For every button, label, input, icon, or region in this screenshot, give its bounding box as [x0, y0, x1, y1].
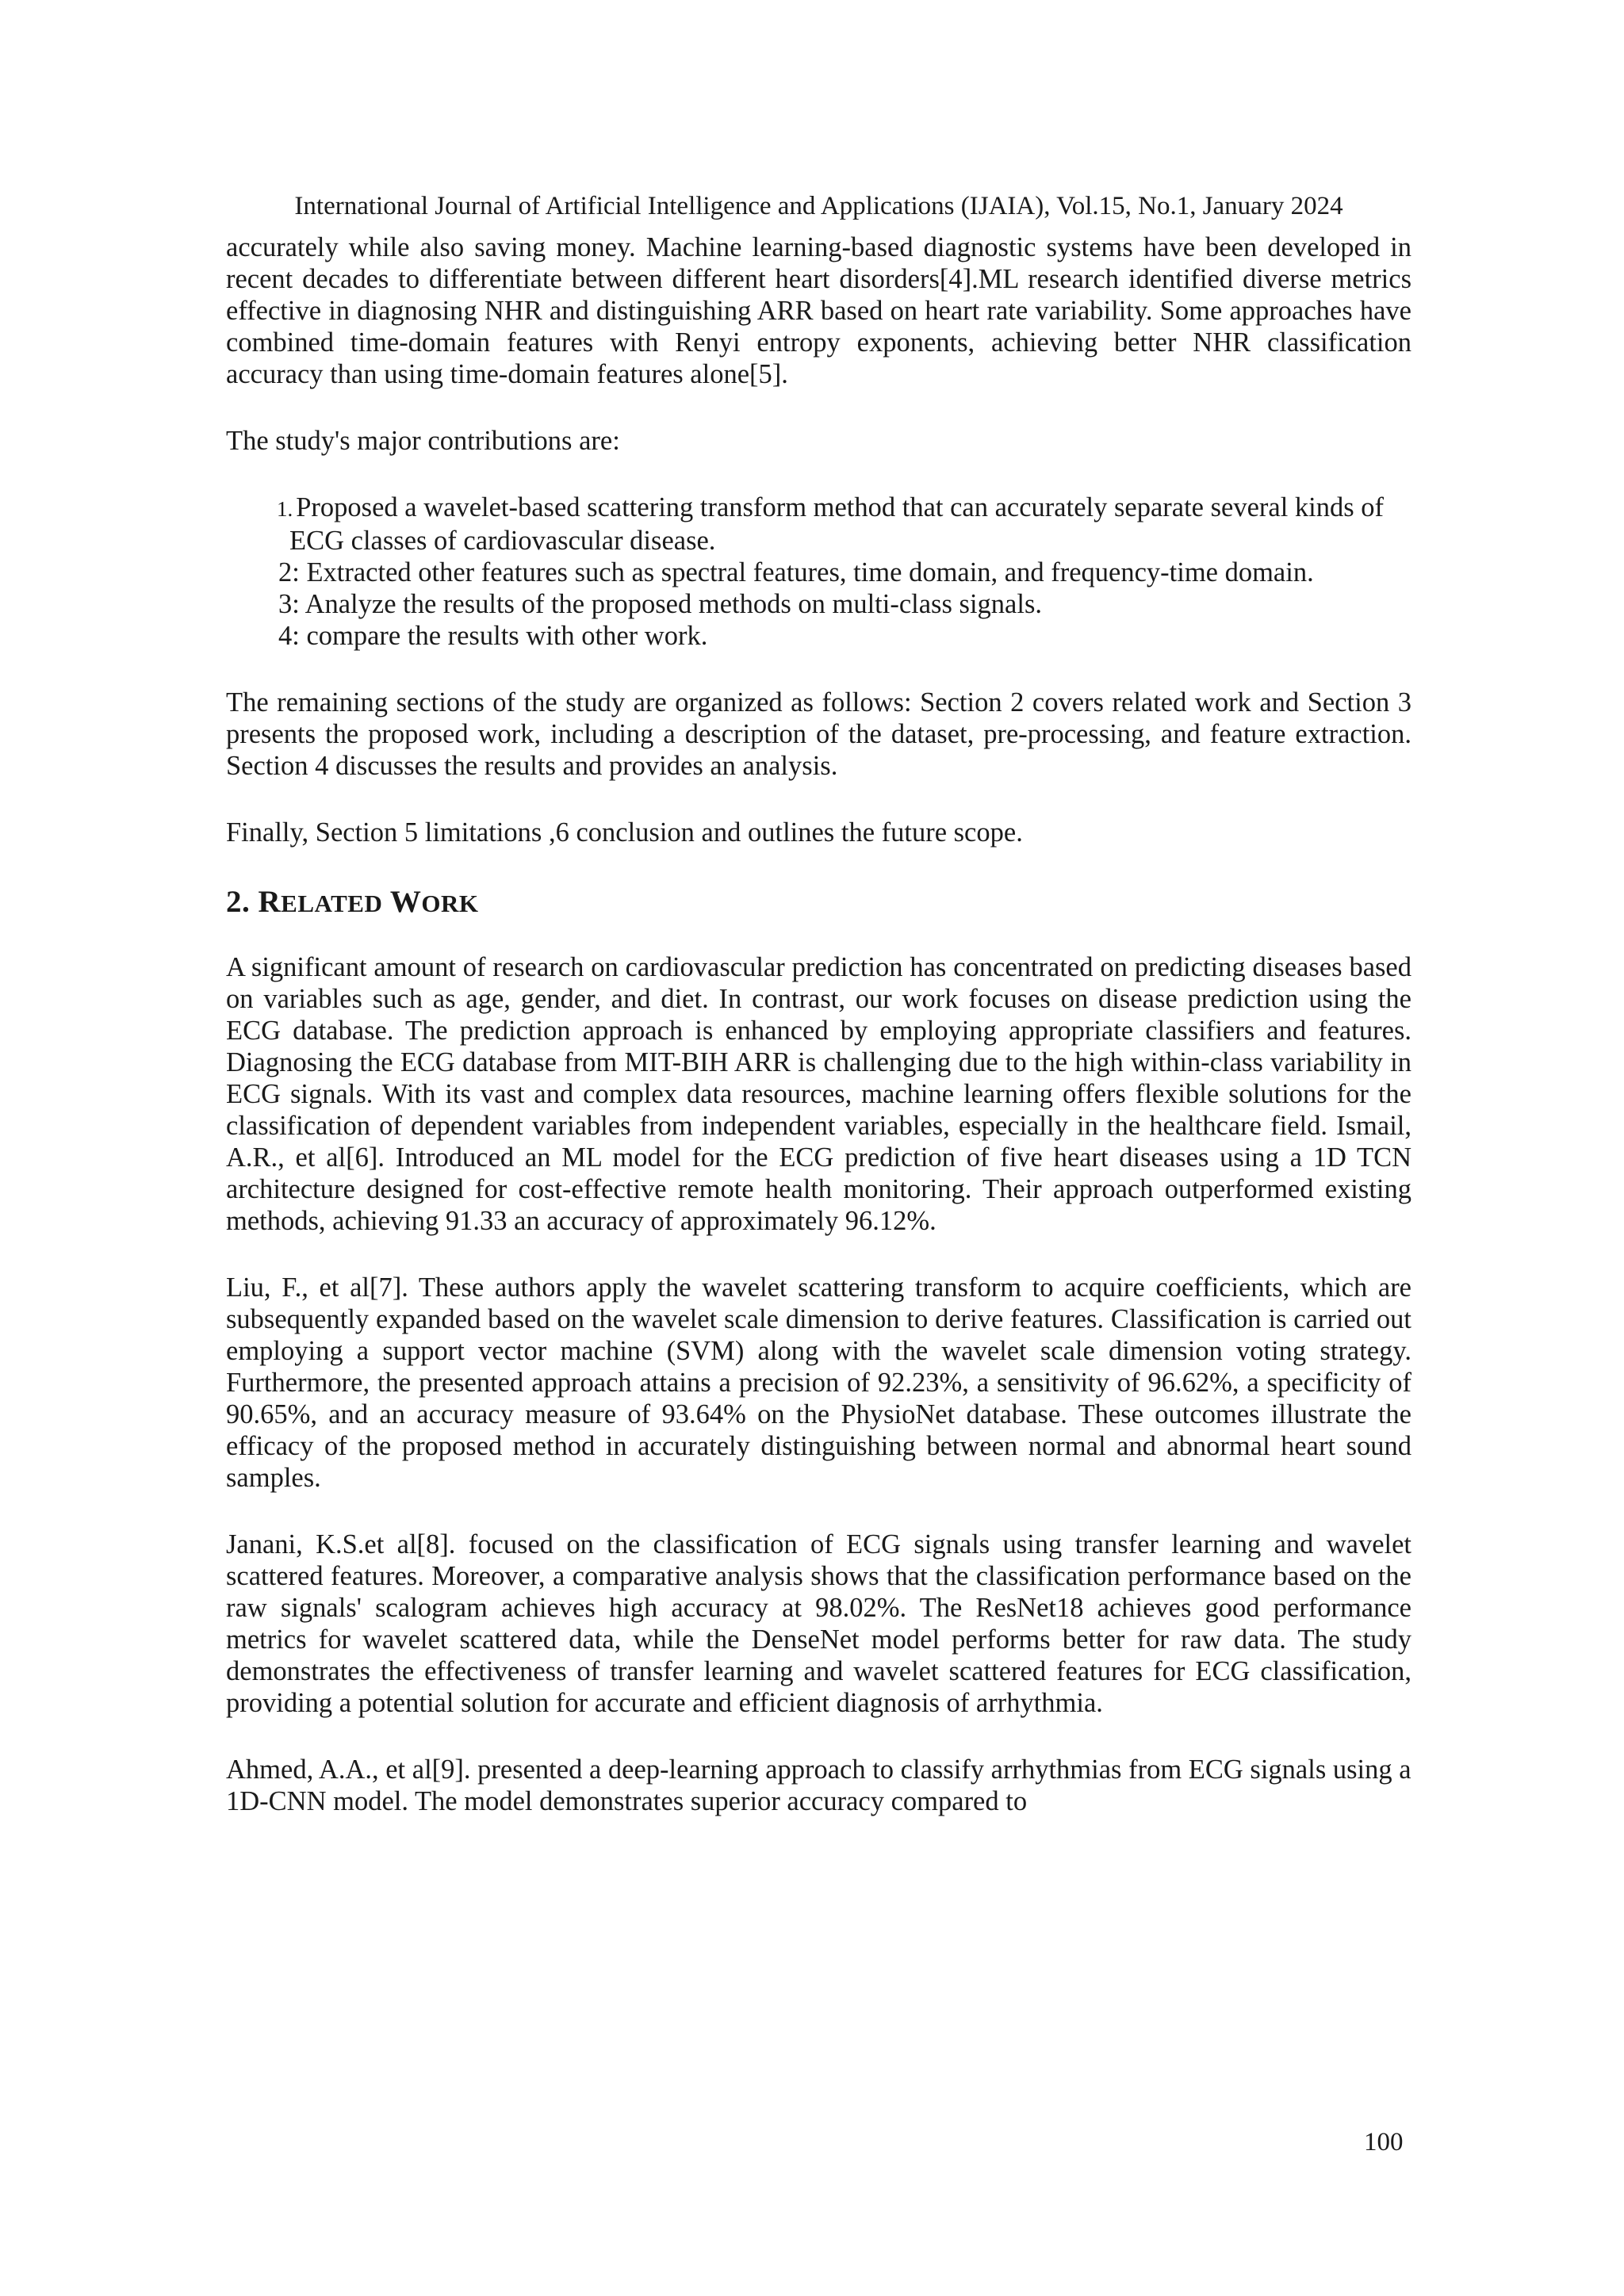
- intro-continued-paragraph: accurately while also saving money. Machine learning-based diagnostic systems have been developed in recent decades to differentiate between different heart disorders[4].ML research identified diverse metrics effective in diagnosing NHR and distinguishing ARR based on heart rate variability. Some approaches have combined time-domain features with Renyi entropy exponents, achieving better NHR classification accuracy than using time-domain features alone[5].: [226, 232, 1411, 389]
- contribution-text: Proposed a wavelet-based scattering transform method that can accurately separate several kinds of ECG classes of cardiovascular disease.: [289, 492, 1385, 556]
- section-heading-related-work: [226, 883, 1411, 923]
- contribution-item-3: [226, 588, 1411, 620]
- contribution-item-2: [226, 557, 1411, 588]
- organization-paragraph: The remaining sections of the study are organized as follows: Section 2 covers related work and Section 3 presents the proposed work, including a description of the dataset, pre-processing, and feature extraction. Section 4 discusses the results and provides an analysis.: [226, 687, 1411, 781]
- section-title-smallcaps: ELATED: [281, 890, 383, 917]
- section-title-smallcaps: ORK: [421, 890, 479, 917]
- contribution-marker: 1.: [277, 497, 293, 521]
- contribution-text: compare the results with other work.: [306, 621, 708, 651]
- section-title-initial: W: [389, 885, 422, 919]
- contribution-text: Analyze the results of the proposed methods on multi-class signals.: [304, 589, 1042, 619]
- page-number: 100: [1364, 2128, 1404, 2156]
- running-header: International Journal of Artificial Intelligence and Applications (IJAIA), Vol.15, No.1, January 2024: [294, 192, 1343, 220]
- related-work-paragraph-3: Janani, K.S.et al[8]. focused on the classification of ECG signals using transfer learning and wavelet scattered features. Moreover, a comparative analysis shows that the classification performance based on the raw signals' scalogram achieves high accuracy at 98.02%. The ResNet18 achieves good performance metrics for wavelet scattered data, while the DenseNet model performs better for raw data. The study demonstrates the effectiveness of transfer learning and wavelet scattered features for ECG classification, providing a potential solution for accurate and efficient diagnosis of arrhythmia.: [226, 1529, 1411, 1718]
- contributions-list: [226, 492, 1411, 652]
- contribution-item-1: [226, 492, 1411, 557]
- contributions-intro: The study's major contributions are:: [226, 426, 620, 456]
- contribution-marker: 2:: [278, 557, 300, 587]
- contribution-text: Extracted other features such as spectral features, time domain, and frequency-time domain.: [306, 557, 1314, 587]
- contribution-marker: 4:: [278, 621, 300, 651]
- contribution-marker: 3:: [278, 589, 300, 619]
- related-work-paragraph-2: Liu, F., et al[7]. These authors apply the wavelet scattering transform to acquire coefficients, which are subsequently expanded based on the wavelet scale dimension to derive features. Classification is carried out employing a support vector machine (SVM) along with the wavelet scale dimension voting strategy. Furthermore, the presented approach attains a precision of 92.23%, a sensitivity of 96.62%, a specificity of 90.65%, and an accuracy measure of 93.64% on the PhysioNet database. These outcomes illustrate the efficacy of the proposed method in accurately distinguishing between normal and abnormal heart sound samples.: [226, 1272, 1411, 1493]
- related-work-paragraph-4: Ahmed, A.A., et al[9]. presented a deep-learning approach to classify arrhythmias from ECG signals using a 1D-CNN model. The model demonstrates superior accuracy compared to: [226, 1755, 1411, 1816]
- section-number: 2.: [226, 885, 251, 919]
- contribution-item-4: [226, 620, 1411, 652]
- related-work-paragraph-1: A significant amount of research on cardiovascular prediction has concentrated on predicting diseases based on variables such as age, gender, and diet. In contrast, our work focuses on disease prediction using the ECG database. The prediction approach is enhanced by employing appropriate classifiers and features. Diagnosing the ECG database from MIT-BIH ARR is challenging due to the high within-class variability in ECG signals. With its vast and complex data resources, machine learning offers flexible solutions for the classification of dependent variables from independent variables, especially in the healthcare field. Ismail, A.R., et al[6]. Introduced an ML model for the ECG prediction of five heart diseases using a 1D TCN architecture designed for cost-effective remote health monitoring. Their approach outperformed existing methods, achieving 91.33 an accuracy of approximately 96.12%.: [226, 952, 1411, 1236]
- paper-page: [226, 190, 1411, 1817]
- section-title-initial: R: [258, 885, 282, 919]
- finally-paragraph: Finally, Section 5 limitations ,6 conclusion and outlines the future scope.: [226, 817, 1023, 848]
